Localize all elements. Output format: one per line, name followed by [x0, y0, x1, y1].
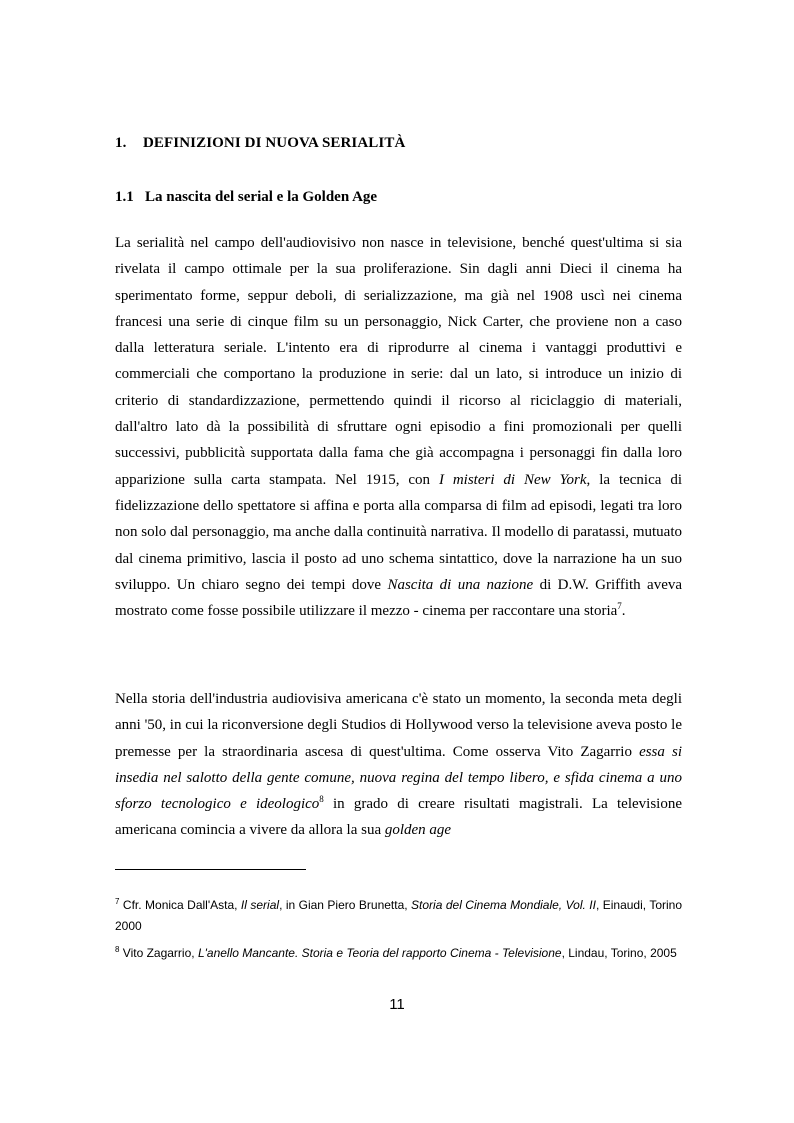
footnote-text: Cfr. Monica Dall'Asta,: [119, 898, 241, 912]
paragraph-text: Nella storia dell'industria audiovisiva americana c'è stato un momento, la seconda meta degli anni '50, in cui la riconversione degli Studios di Hollywood verso la televisione aveva posto le premesse per la straordinaria ascesa di quest'ultima. Come osserva Vito Zagarrio: [115, 691, 682, 760]
footnote-text: , in Gian Piero Brunetta,: [279, 898, 412, 912]
section-heading: [115, 189, 377, 206]
paragraph-text: , la tecnica di fidelizzazione dello spettatore si affina e porta alla comparsa di film ad episodi, legati tra loro non solo dal personaggio, ma anche dalla continuità narrativa. Il modello di paratassi, mutuato dal cinema primitivo, lascia il posto ad uno schema sintattico, dove la narrazione ha un suo sviluppo. Un chiaro segno dei tempi dove: [115, 471, 682, 593]
footnote-italic: Storia del Cinema Mondiale, Vol. II: [411, 898, 596, 912]
chapter-number: 1.: [115, 135, 127, 151]
paragraph-2: [115, 686, 682, 844]
footnote-separator: [115, 869, 306, 870]
footnote-ref-8[interactable]: 8: [319, 794, 324, 805]
italic-quote: essa si insedia nel salotto della gente comune, nuova regina del tempo libero, e sfida cinema a uno sforzo tecnologico e ideologico: [115, 743, 683, 813]
section-number: 1.1: [115, 189, 134, 205]
footnote-italic: Il serial: [240, 898, 280, 912]
italic-term: golden age: [384, 822, 452, 839]
page-number: 11: [389, 996, 405, 1013]
footnote-text: , Einaudi, Torino 2000: [115, 898, 683, 933]
footnote-text: Vito Zagarrio,: [119, 946, 198, 960]
chapter-heading: [115, 135, 405, 152]
paragraph-text: di D.W. Griffith aveva mostrato come fosse possibile utilizzare il mezzo - cinema per raccontare una storia: [115, 576, 683, 620]
footnote-number: 8: [115, 945, 120, 954]
italic-title: Nascita di una nazione: [387, 576, 534, 593]
italic-title: I misteri di New York: [438, 471, 587, 488]
paragraph-text: La serialità nel campo dell'audiovisivo non nasce in televisione, benché quest'ultima si sia rivelata il campo ottimale per la sua proliferazione. Sin dagli anni Dieci il cinema ha sperimentato forme, seppur deboli, di serializzazione, ma già nel 1908 uscì nei cinema francesi una serie di cinque film su un personaggio, Nick Carter, che proviene non a caso dalla letteratura seriale. L'intento era di riprodurre al cinema i vantaggi produttivi e commerciali che comportano la produzione in serie: dal un lato, si introduce un inizio di criterio di standardizzazione, permettendo quindi il ricorso al riciclaggio di materiali, dall'altro lato dà la possibilità di sfruttare ogni episodio a fini promozionali per quelli successivi, pubblicità supportata dalla fama che già accompagna i personaggi fin dalla loro apparizione sulla carta stampata. Nel 1915, con: [115, 235, 682, 488]
footnote-8: [115, 943, 682, 964]
chapter-title: DEFINIZIONI DI NUOVA SERIALITÀ: [143, 135, 406, 151]
footnote-7: [115, 895, 682, 937]
footnote-text: , Lindau, Torino, 2005: [561, 946, 677, 960]
paragraph-text: .: [621, 603, 626, 620]
paragraph-text: in grado di creare risultati magistrali. La televisione americana comincia a vivere da allora la sua: [115, 796, 682, 839]
footnote-italic: L'anello Mancante. Storia e Teoria del rapporto Cinema - Televisione: [197, 946, 562, 960]
footnote-ref-7[interactable]: 7: [617, 601, 622, 612]
section-title: La nascita del serial e la Golden Age: [145, 189, 378, 205]
paragraph-1: [115, 230, 682, 624]
footnote-number: 7: [115, 897, 120, 906]
